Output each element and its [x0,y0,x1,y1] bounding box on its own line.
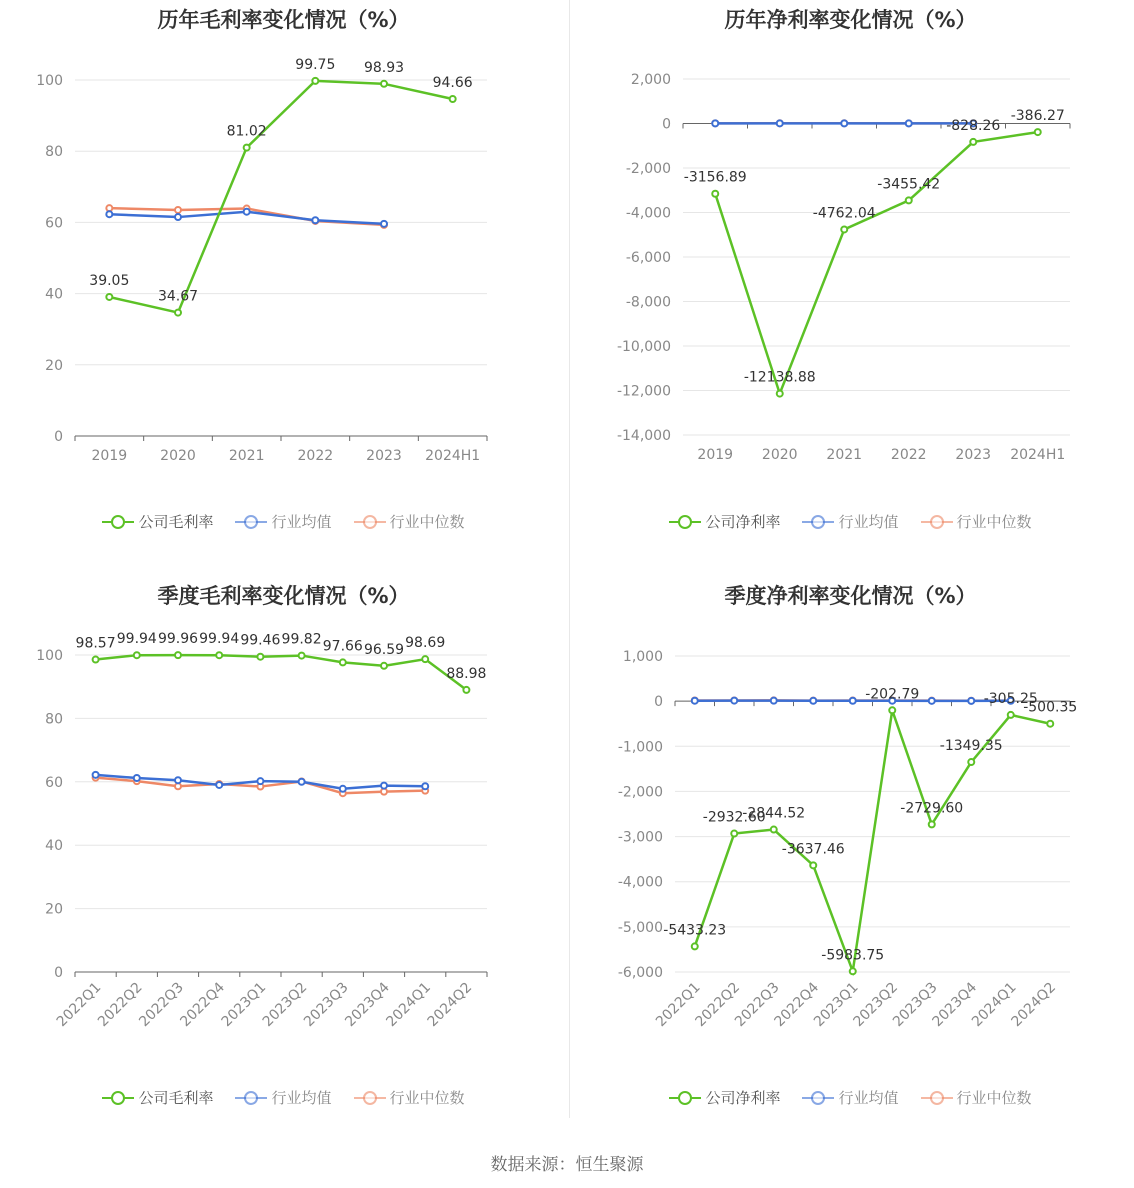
data-point [422,656,428,662]
chart-annual-net-margin [567,0,1134,576]
legend-item[interactable] [354,1087,465,1108]
data-label: -1349.35 [939,738,1003,755]
x-tick-label: 2023Q2 [850,979,902,1031]
data-point [731,831,737,837]
y-tick-label: -12,000 [616,383,671,400]
data-label: 99.46 [240,632,281,649]
x-tick-label: 2023Q1 [810,979,862,1031]
legend-label: 公司净利率 [705,513,781,531]
data-point [312,78,318,84]
data-label: 99.94 [116,631,157,648]
y-tick-label: 60 [45,774,63,791]
data-point [216,782,222,788]
chart-title: 历年净利率变化情况（%） [724,8,977,32]
x-tick-label: 2024Q2 [1008,979,1060,1031]
data-point [1035,129,1041,135]
y-tick-label: -3,000 [617,829,663,846]
data-point [777,120,783,126]
y-tick-label: 20 [45,901,63,918]
data-point [93,772,99,778]
chart-title: 历年毛利率变化情况（%） [157,8,410,32]
x-tick-label: 2024H1 [1010,447,1066,463]
y-tick-label: 40 [45,286,63,303]
data-point [841,120,847,126]
data-point [906,197,912,203]
data-point [175,214,181,220]
legend-item[interactable] [921,511,1032,532]
data-point [712,191,718,197]
data-point [889,707,895,713]
y-tick-label: -10,000 [616,339,671,355]
legend-swatch-icon [102,515,134,529]
data-label: -2729.60 [900,800,964,817]
x-tick-label: 2023Q4 [342,979,393,1031]
legend-swatch-icon [921,515,953,529]
legend [567,511,1134,532]
legend-swatch-icon [802,515,834,529]
legend-item[interactable] [669,511,780,532]
data-point [381,783,387,789]
legend [0,1087,567,1108]
y-tick-label: 0 [54,429,63,445]
legend-item[interactable] [802,511,898,532]
legend-swatch-icon [102,1091,134,1105]
x-tick-label: 2023Q3 [301,979,352,1031]
data-point [968,759,974,765]
data-label: -386.27 [1010,108,1065,125]
data-point [175,207,181,213]
x-tick-label: 2023Q2 [259,979,311,1031]
y-tick-label: 80 [45,144,63,161]
y-tick-label: 0 [662,116,671,133]
legend-swatch-icon [669,1091,701,1105]
chart-title: 季度毛利率变化情况（%） [157,584,410,608]
data-point [850,968,856,974]
data-point [777,391,783,397]
legend-item[interactable] [235,1087,331,1108]
data-label: 94.66 [432,75,473,92]
chart-quarterly-gross-margin [0,576,567,1152]
y-tick-label: -1,000 [617,739,663,756]
y-tick-label: 80 [45,711,63,728]
y-tick-label: 2,000 [630,72,671,88]
data-label: -4762.04 [812,205,876,222]
data-point [93,657,99,663]
legend-swatch-icon [802,1091,834,1105]
data-point [244,145,250,151]
legend-swatch-icon [235,515,267,529]
legend-label: 行业中位数 [389,513,465,531]
x-tick-label: 2019 [697,447,734,463]
x-tick-label: 2020 [160,448,196,464]
legend-swatch-icon [354,1091,386,1105]
chart-quarterly-net-margin [567,576,1134,1152]
x-tick-label: 2023Q4 [929,979,981,1031]
x-tick-label: 2022Q3 [136,979,187,1031]
data-point [771,827,777,833]
x-tick-label: 2022Q1 [53,979,105,1031]
legend-swatch-icon [921,1091,953,1105]
data-label: -828.26 [946,117,1001,134]
data-point [216,652,222,658]
chart-annual-gross-margin [0,0,567,576]
data-point [175,310,181,316]
x-tick-label: 2023Q3 [889,979,941,1031]
legend-label: 行业均值 [271,1089,332,1107]
data-point [450,96,456,102]
data-label: 98.69 [405,635,446,652]
legend-swatch-icon [669,515,701,529]
y-tick-label: 0 [54,965,63,981]
legend-item[interactable] [802,1087,898,1108]
y-tick-label: 100 [36,73,63,89]
legend-item[interactable] [354,511,465,532]
y-tick-label: -5,000 [617,919,663,936]
data-label: 98.93 [363,59,405,76]
data-point [244,209,250,215]
chart-svg [0,0,567,576]
y-tick-label: 0 [654,694,663,711]
data-point [312,217,318,223]
legend-label: 行业均值 [838,1089,899,1107]
data-label: -3156.89 [683,169,747,186]
series-line [109,81,452,313]
series-line [715,132,1038,393]
data-point [299,653,305,659]
legend-label: 行业中位数 [956,1089,1032,1107]
legend-swatch-icon [354,515,386,529]
y-tick-label: -8,000 [625,294,671,311]
data-point [712,120,718,126]
y-tick-label: -2,000 [617,784,663,801]
y-tick-label: 100 [36,648,63,664]
legend-label: 行业中位数 [389,1089,465,1107]
legend-label: 行业中位数 [956,513,1032,531]
data-label: -3637.46 [781,841,845,858]
y-tick-label: -14,000 [616,428,671,444]
chart-title: 季度净利率变化情况（%） [724,584,977,608]
data-label: -3455.42 [877,176,941,193]
data-point [134,775,140,781]
data-label: -2932.60 [702,809,766,826]
legend-label: 公司净利率 [705,1089,781,1107]
data-point [771,698,777,704]
data-point [929,821,935,827]
data-point [340,786,346,792]
data-point [1047,721,1053,727]
data-label: 96.59 [363,641,405,658]
y-tick-label: -6,000 [625,250,671,266]
data-point [850,698,856,704]
x-tick-label: 2022Q1 [652,979,704,1031]
x-tick-label: 2023 [955,447,992,463]
data-point [929,698,935,704]
x-tick-label: 2021 [228,448,265,464]
data-label: -5433.23 [663,922,727,939]
data-point [257,654,263,660]
data-point [257,778,263,784]
x-tick-label: 2024Q1 [968,979,1020,1031]
legend-item[interactable] [102,511,213,532]
legend-swatch-icon [235,1091,267,1105]
data-label: 99.94 [199,631,240,648]
x-tick-label: 2022Q2 [692,979,744,1031]
y-tick-label: 20 [45,357,63,374]
data-label: 34.67 [157,288,199,305]
data-label: 97.66 [322,638,363,655]
data-point [106,294,112,300]
chart-svg [0,576,567,1152]
data-label: -202.79 [865,686,920,703]
data-point [968,698,974,704]
data-point [422,783,428,789]
data-point [381,81,387,87]
x-tick-label: 2024H1 [425,448,481,464]
x-tick-label: 2022 [890,447,927,463]
x-tick-label: 2019 [91,448,128,464]
x-tick-label: 2024Q2 [424,979,476,1031]
data-point [906,120,912,126]
data-label: 99.82 [281,631,322,648]
data-point [463,687,469,693]
x-tick-label: 2020 [761,447,798,463]
y-tick-label: 40 [45,838,63,855]
legend-label: 行业均值 [271,513,332,531]
y-tick-label: -4,000 [625,205,671,222]
data-label: 99.96 [157,631,199,648]
x-tick-label: 2022Q4 [771,979,823,1031]
legend [567,1087,1134,1108]
data-label: 98.57 [75,635,116,652]
data-label: -305.25 [983,690,1038,707]
data-label: -12138.88 [743,369,816,386]
data-point [1008,712,1014,718]
data-point [970,139,976,145]
y-tick-label: -2,000 [625,161,671,177]
legend-label: 行业均值 [838,513,899,531]
data-point [381,663,387,669]
legend-item[interactable] [669,1087,780,1108]
x-tick-label: 2024Q1 [383,979,435,1031]
data-label: 99.75 [295,56,336,73]
data-point [841,226,847,232]
data-label: 81.02 [226,123,267,140]
data-point [134,652,140,658]
x-tick-label: 2021 [826,447,863,463]
series-line [96,655,467,690]
legend-item[interactable] [235,511,331,532]
legend-label: 公司毛利率 [138,1089,214,1107]
x-tick-label: 2023 [366,448,402,464]
x-tick-label: 2022Q2 [95,979,146,1031]
data-point [340,659,346,665]
data-point [175,652,181,658]
y-tick-label: 1,000 [622,649,663,665]
data-label: -500.35 [1023,699,1078,716]
data-point [175,777,181,783]
legend-label: 公司毛利率 [138,513,214,531]
y-tick-label: 60 [45,215,63,232]
data-label: -5983.75 [821,947,885,964]
data-point [381,221,387,227]
data-point [299,779,305,785]
data-label: 88.98 [446,665,487,682]
data-point [731,698,737,704]
y-tick-label: -6,000 [617,965,663,981]
data-point [106,211,112,217]
chart-svg [567,0,1134,576]
legend [0,511,567,532]
chart-svg [567,576,1134,1152]
x-tick-label: 2023Q1 [218,979,270,1031]
data-label: 39.05 [89,272,130,289]
y-tick-label: -4,000 [617,874,663,891]
x-tick-label: 2022Q3 [731,979,783,1031]
data-point [810,862,816,868]
legend-item[interactable] [102,1087,213,1108]
data-label: -2844.52 [742,805,806,822]
data-source-footer: 数据来源：恒生聚源 [490,1155,644,1175]
x-tick-label: 2022 [297,448,334,464]
data-point [810,698,816,704]
legend-item[interactable] [921,1087,1032,1108]
x-tick-label: 2022Q4 [177,979,229,1031]
data-point [692,698,698,704]
data-point [692,943,698,949]
